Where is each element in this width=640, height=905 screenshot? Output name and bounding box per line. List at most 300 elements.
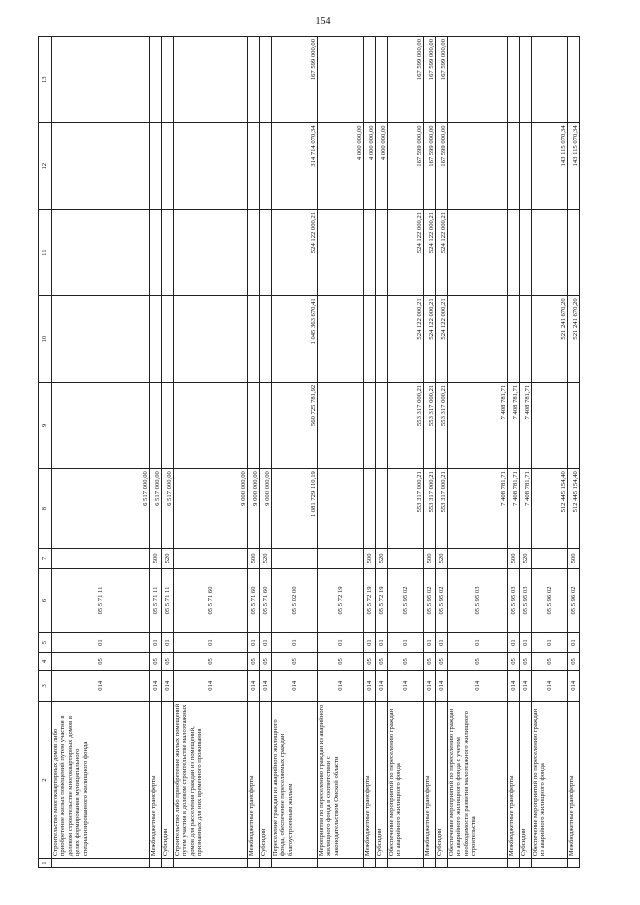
cell-amount-c8	[388, 469, 424, 549]
cell-code-c5: 01	[260, 633, 272, 653]
cell-index	[424, 859, 436, 868]
cell-amount-c9	[568, 382, 580, 468]
cell-amount-c11	[162, 209, 174, 295]
cell-code-c3: 014	[248, 670, 260, 701]
cell-name: Субсидии	[260, 701, 272, 858]
cell-code-c7	[272, 548, 318, 568]
cell-name: Межбюджетные трансферты	[508, 701, 520, 858]
cell-amount-c12	[568, 123, 580, 209]
cell-name: Субсидии	[436, 701, 448, 858]
cell-amount-c13	[318, 37, 364, 124]
amount-value: 4 000 000,00	[355, 125, 363, 161]
cell-amount-c9	[520, 382, 532, 468]
cell-code-c5: 01	[318, 633, 364, 653]
amount-value: 9 000 000,00	[251, 471, 259, 506]
cell-code-c3: 014	[260, 670, 272, 701]
cell-code-c7: 500	[568, 548, 580, 568]
column-header-10: 10	[39, 296, 52, 382]
cell-code-c6: 05 5 95 02	[388, 568, 424, 632]
amount-value: 143 115 070,34	[559, 125, 567, 167]
cell-name: Строительство либо приобретение жилых помещений путем участия в долевом строительстве малоэтажных домов для расселения граждан из помещений, признанных для них временного проживания	[174, 701, 248, 858]
cell-code-c5: 01	[424, 633, 436, 653]
cell-amount-c10	[318, 296, 364, 382]
amount-value: 524 122 000,21	[415, 211, 423, 254]
cell-code-c3: 014	[364, 670, 376, 701]
cell-code-c6: 05 5 95 03	[448, 568, 508, 632]
cell-amount-c9	[424, 382, 436, 468]
amount-value: 4 000 000,00	[367, 125, 375, 161]
table-row	[532, 37, 568, 868]
cell-amount-c10	[568, 296, 580, 382]
amount-value: 167 599 000,00	[439, 39, 447, 81]
cell-code-c4: 05	[150, 653, 162, 671]
amount-value: 512 445 154,40	[571, 471, 579, 513]
cell-code-c6: 05 5 95 03	[520, 568, 532, 632]
cell-code-c3: 014	[52, 670, 150, 701]
table-row	[162, 37, 174, 868]
cell-code-c5: 01	[568, 633, 580, 653]
cell-amount-c8	[248, 469, 260, 549]
cell-amount-c13	[448, 37, 508, 124]
amount-value: 553 317 000,21	[415, 384, 423, 426]
cell-code-c3: 014	[376, 670, 388, 701]
cell-amount-c9	[508, 382, 520, 468]
table-row	[508, 37, 520, 868]
amount-value: 521 241 670,20	[559, 298, 567, 340]
amount-value: 314 714 070,34	[309, 125, 317, 167]
amount-value: 560 725 781,92	[309, 384, 317, 426]
cell-amount-c9	[436, 382, 448, 468]
cell-code-c3: 014	[436, 670, 448, 701]
cell-code-c3: 014	[568, 670, 580, 701]
amount-value: 7 408 781,71	[499, 471, 507, 506]
page-number: 154	[315, 16, 331, 27]
column-header-4: 4	[39, 653, 52, 671]
cell-amount-c13	[260, 37, 272, 124]
cell-name: Переселение граждан из аварийного жилищного фонда, обеспечение переселяемых граждан благоустроенным жильем	[272, 701, 318, 858]
cell-code-c5: 01	[272, 633, 318, 653]
cell-code-c7: 500	[248, 548, 260, 568]
column-header-5: 5	[39, 633, 52, 653]
cell-amount-c11	[376, 209, 388, 295]
cell-amount-c10	[436, 296, 448, 382]
cell-code-c7	[448, 548, 508, 568]
cell-index	[376, 859, 388, 868]
cell-code-c3: 014	[508, 670, 520, 701]
cell-amount-c13	[436, 37, 448, 124]
cell-code-c3: 014	[532, 670, 568, 701]
cell-code-c6: 05 5 96 02	[532, 568, 568, 632]
amount-value: 7 408 781,71	[511, 471, 519, 506]
cell-amount-c9	[248, 382, 260, 468]
amount-value: 4 000 000,00	[379, 125, 387, 161]
cell-code-c7: 520	[376, 548, 388, 568]
cell-amount-c11	[532, 209, 568, 295]
cell-index	[532, 859, 568, 868]
cell-amount-c8	[448, 469, 508, 549]
cell-amount-c8	[436, 469, 448, 549]
amount-value: 167 599 000,00	[415, 39, 423, 81]
table-row	[448, 37, 508, 868]
amount-value: 167 599 000,00	[427, 125, 435, 167]
cell-amount-c10	[520, 296, 532, 382]
cell-index	[260, 859, 272, 868]
table-row	[318, 37, 364, 868]
amount-value: 553 317 000,21	[427, 384, 435, 426]
cell-amount-c10	[150, 296, 162, 382]
cell-index	[272, 859, 318, 868]
cell-code-c3: 014	[150, 670, 162, 701]
cell-code-c4: 05	[376, 653, 388, 671]
cell-amount-c8	[520, 469, 532, 549]
cell-amount-c11	[508, 209, 520, 295]
cell-amount-c13	[364, 37, 376, 124]
cell-code-c4: 05	[364, 653, 376, 671]
cell-amount-c9	[162, 382, 174, 468]
cell-amount-c10	[376, 296, 388, 382]
table-row	[388, 37, 424, 868]
amount-value: 143 115 070,34	[571, 125, 579, 167]
amount-value: 1 081 729 110,19	[309, 471, 317, 518]
cell-code-c4: 05	[162, 653, 174, 671]
cell-code-c7	[52, 548, 150, 568]
table-row	[364, 37, 376, 868]
cell-code-c6: 05 5 72 19	[364, 568, 376, 632]
amount-value: 1 045 363 670,41	[309, 298, 317, 345]
amount-value: 553 317 000,21	[427, 471, 435, 513]
cell-amount-c12	[436, 123, 448, 209]
cell-index	[248, 859, 260, 868]
cell-amount-c10	[260, 296, 272, 382]
cell-code-c4: 05	[388, 653, 424, 671]
cell-index	[52, 859, 150, 868]
cell-code-c3: 014	[388, 670, 424, 701]
cell-code-c6: 05 5 71 60	[248, 568, 260, 632]
cell-amount-c8	[162, 469, 174, 549]
amount-value: 167 599 000,00	[427, 39, 435, 81]
cell-amount-c10	[174, 296, 248, 382]
table-row	[260, 37, 272, 868]
cell-code-c3: 014	[174, 670, 248, 701]
cell-amount-c13	[376, 37, 388, 124]
cell-code-c6: 05 5 95 02	[436, 568, 448, 632]
column-header-1: 1	[39, 859, 52, 868]
cell-name: Обеспечение мероприятий по переселению граждан из аварийного жилищного фонда	[532, 701, 568, 858]
cell-amount-c8	[508, 469, 520, 549]
table-row	[520, 37, 532, 868]
table-row	[52, 37, 150, 868]
cell-amount-c9	[376, 382, 388, 468]
cell-amount-c9	[150, 382, 162, 468]
cell-amount-c12	[318, 123, 364, 209]
cell-index	[508, 859, 520, 868]
cell-code-c7: 500	[508, 548, 520, 568]
cell-code-c5: 01	[508, 633, 520, 653]
cell-amount-c9	[364, 382, 376, 468]
cell-amount-c8	[150, 469, 162, 549]
column-header-13: 13	[39, 37, 52, 124]
header-row	[39, 37, 52, 868]
cell-amount-c9	[174, 382, 248, 468]
cell-amount-c11	[424, 209, 436, 295]
cell-amount-c11	[272, 209, 318, 295]
cell-code-c3: 014	[318, 670, 364, 701]
cell-amount-c11	[174, 209, 248, 295]
cell-amount-c12	[52, 123, 150, 209]
table-row	[436, 37, 448, 868]
cell-index	[364, 859, 376, 868]
cell-amount-c12	[424, 123, 436, 209]
cell-code-c5: 01	[532, 633, 568, 653]
cell-amount-c8	[568, 469, 580, 549]
cell-code-c4: 05	[174, 653, 248, 671]
cell-amount-c13	[520, 37, 532, 124]
cell-name: Обеспечение мероприятий по переселению граждан из аварийного жилищного фонда с учетом необходимости развития малоэтажного жилищного строительства	[448, 701, 508, 858]
amount-value: 521 241 670,20	[571, 298, 579, 340]
cell-code-c7: 500	[364, 548, 376, 568]
cell-name: Межбюджетные трансферты	[568, 701, 580, 858]
cell-amount-c13	[424, 37, 436, 124]
column-header-11: 11	[39, 209, 52, 295]
cell-amount-c8	[260, 469, 272, 549]
cell-code-c6: 05 5 71 11	[150, 568, 162, 632]
cell-amount-c12	[174, 123, 248, 209]
amount-value: 7 408 781,71	[499, 384, 507, 420]
amount-value: 524 122 000,21	[427, 211, 435, 254]
amount-value: 524 122 000,21	[415, 298, 423, 340]
cell-name: Мероприятия по переселению граждан из аварийного жилищного фонда в соответствии с законодательством Омской области	[318, 701, 364, 858]
cell-amount-c13	[150, 37, 162, 124]
amount-value: 9 000 000,00	[239, 471, 247, 506]
table-body	[52, 37, 580, 868]
cell-amount-c10	[532, 296, 568, 382]
amount-value: 6 517 000,00	[165, 471, 173, 506]
amount-value: 7 408 781,71	[523, 471, 531, 506]
cell-code-c5: 01	[388, 633, 424, 653]
cell-code-c6: 05 5 71 11	[52, 568, 150, 632]
cell-code-c4: 05	[508, 653, 520, 671]
cell-name: Субсидии	[520, 701, 532, 858]
column-header-6: 6	[39, 568, 52, 632]
table-row	[424, 37, 436, 868]
cell-amount-c10	[448, 296, 508, 382]
amount-value: 524 122 000,21	[309, 211, 317, 254]
amount-value: 167 599 000,00	[439, 125, 447, 167]
cell-amount-c10	[162, 296, 174, 382]
cell-code-c6: 05 5 71 11	[162, 568, 174, 632]
amount-value: 7 408 781,71	[523, 384, 531, 420]
cell-amount-c13	[272, 37, 318, 124]
cell-amount-c11	[568, 209, 580, 295]
cell-index	[388, 859, 424, 868]
cell-code-c5: 01	[174, 633, 248, 653]
cell-name: Обеспечение мероприятий по переселению граждан из аварийного жилищного фонда	[388, 701, 424, 858]
cell-name: Субсидии	[376, 701, 388, 858]
cell-amount-c12	[260, 123, 272, 209]
cell-index	[436, 859, 448, 868]
cell-amount-c11	[52, 209, 150, 295]
cell-amount-c9	[52, 382, 150, 468]
cell-code-c5: 01	[150, 633, 162, 653]
cell-amount-c9	[260, 382, 272, 468]
cell-amount-c12	[376, 123, 388, 209]
cell-amount-c11	[448, 209, 508, 295]
budget-table	[38, 36, 580, 868]
cell-amount-c8	[174, 469, 248, 549]
cell-code-c3: 014	[272, 670, 318, 701]
cell-code-c6: 05 5 96 02	[568, 568, 580, 632]
cell-amount-c13	[388, 37, 424, 124]
cell-amount-c12	[364, 123, 376, 209]
table-row	[150, 37, 162, 868]
cell-index	[162, 859, 174, 868]
cell-code-c4: 05	[520, 653, 532, 671]
cell-amount-c8	[318, 469, 364, 549]
cell-amount-c11	[364, 209, 376, 295]
amount-value: 6 517 000,00	[153, 471, 161, 506]
cell-name: Межбюджетные трансферты	[364, 701, 376, 858]
table-row	[376, 37, 388, 868]
cell-amount-c9	[388, 382, 424, 468]
cell-amount-c10	[388, 296, 424, 382]
cell-code-c5: 01	[376, 633, 388, 653]
cell-code-c4: 05	[424, 653, 436, 671]
cell-amount-c12	[248, 123, 260, 209]
column-header-2: 2	[39, 701, 52, 858]
amount-value: 553 317 000,21	[439, 384, 447, 426]
cell-amount-c8	[364, 469, 376, 549]
cell-amount-c12	[532, 123, 568, 209]
cell-amount-c10	[424, 296, 436, 382]
amount-value: 524 122 000,21	[439, 298, 447, 340]
cell-code-c3: 014	[162, 670, 174, 701]
cell-amount-c8	[376, 469, 388, 549]
cell-amount-c13	[248, 37, 260, 124]
amount-value: 6 517 000,00	[141, 471, 149, 506]
cell-amount-c9	[448, 382, 508, 468]
cell-code-c7: 520	[436, 548, 448, 568]
cell-amount-c12	[150, 123, 162, 209]
cell-code-c7: 500	[150, 548, 162, 568]
amount-value: 524 122 000,21	[439, 211, 447, 254]
cell-code-c4: 05	[260, 653, 272, 671]
cell-code-c7: 520	[260, 548, 272, 568]
column-header-9: 9	[39, 382, 52, 468]
cell-amount-c8	[272, 469, 318, 549]
table-row	[568, 37, 580, 868]
cell-name: Межбюджетные трансферты	[424, 701, 436, 858]
cell-amount-c8	[532, 469, 568, 549]
cell-amount-c11	[260, 209, 272, 295]
cell-index	[318, 859, 364, 868]
cell-code-c4: 05	[52, 653, 150, 671]
cell-code-c3: 014	[448, 670, 508, 701]
cell-code-c6: 05 5 71 60	[260, 568, 272, 632]
cell-code-c7	[532, 548, 568, 568]
cell-code-c5: 01	[248, 633, 260, 653]
cell-name: Межбюджетные трансферты	[150, 701, 162, 858]
cell-code-c7: 500	[424, 548, 436, 568]
cell-code-c4: 05	[248, 653, 260, 671]
cell-code-c7: 520	[162, 548, 174, 568]
cell-amount-c11	[248, 209, 260, 295]
cell-code-c5: 01	[520, 633, 532, 653]
cell-code-c6: 05 5 95 02	[424, 568, 436, 632]
cell-amount-c13	[508, 37, 520, 124]
cell-code-c4: 05	[272, 653, 318, 671]
cell-amount-c13	[568, 37, 580, 124]
cell-amount-c12	[388, 123, 424, 209]
amount-value: 7 408 781,71	[511, 384, 519, 420]
cell-amount-c13	[52, 37, 150, 124]
cell-amount-c13	[174, 37, 248, 124]
cell-code-c7	[174, 548, 248, 568]
cell-code-c5: 01	[162, 633, 174, 653]
cell-amount-c8	[424, 469, 436, 549]
cell-amount-c12	[508, 123, 520, 209]
amount-value: 167 599 000,00	[309, 39, 317, 81]
cell-code-c6: 05 5 95 03	[508, 568, 520, 632]
cell-amount-c10	[248, 296, 260, 382]
cell-name: Межбюджетные трансферты	[248, 701, 260, 858]
cell-amount-c11	[318, 209, 364, 295]
cell-code-c6: 05 5 72 19	[318, 568, 364, 632]
cell-code-c7	[388, 548, 424, 568]
table-row	[174, 37, 248, 868]
cell-code-c6: 05 5 72 19	[376, 568, 388, 632]
cell-code-c4: 05	[318, 653, 364, 671]
amount-value: 524 122 000,21	[427, 298, 435, 340]
cell-amount-c10	[508, 296, 520, 382]
amount-value: 553 317 000,21	[439, 471, 447, 513]
cell-name: Субсидии	[162, 701, 174, 858]
cell-amount-c11	[520, 209, 532, 295]
cell-code-c4: 05	[532, 653, 568, 671]
cell-code-c7	[318, 548, 364, 568]
cell-index	[568, 859, 580, 868]
cell-amount-c13	[532, 37, 568, 124]
cell-amount-c9	[318, 382, 364, 468]
cell-amount-c11	[388, 209, 424, 295]
cell-amount-c10	[272, 296, 318, 382]
cell-amount-c12	[448, 123, 508, 209]
cell-amount-c11	[150, 209, 162, 295]
cell-amount-c13	[162, 37, 174, 124]
cell-index	[448, 859, 508, 868]
column-header-3: 3	[39, 670, 52, 701]
cell-name: Строительство многоквартирных домов либо приобретение жилых помещений путем участия в долевом строительстве многоквартирных домов в целях формирования муниципального специализированного жилищного фонда	[52, 701, 150, 858]
cell-amount-c9	[272, 382, 318, 468]
cell-code-c5: 01	[436, 633, 448, 653]
cell-code-c5: 01	[448, 633, 508, 653]
cell-code-c6: 05 5 02 00	[272, 568, 318, 632]
cell-code-c3: 014	[424, 670, 436, 701]
cell-amount-c10	[364, 296, 376, 382]
column-header-12: 12	[39, 123, 52, 209]
cell-code-c3: 014	[520, 670, 532, 701]
table-row	[272, 37, 318, 868]
cell-amount-c12	[520, 123, 532, 209]
cell-index	[150, 859, 162, 868]
amount-value: 512 445 154,40	[559, 471, 567, 513]
cell-amount-c12	[162, 123, 174, 209]
cell-amount-c10	[52, 296, 150, 382]
cell-code-c4: 05	[568, 653, 580, 671]
cell-code-c5: 01	[52, 633, 150, 653]
cell-code-c4: 05	[448, 653, 508, 671]
cell-amount-c12	[272, 123, 318, 209]
cell-index	[174, 859, 248, 868]
